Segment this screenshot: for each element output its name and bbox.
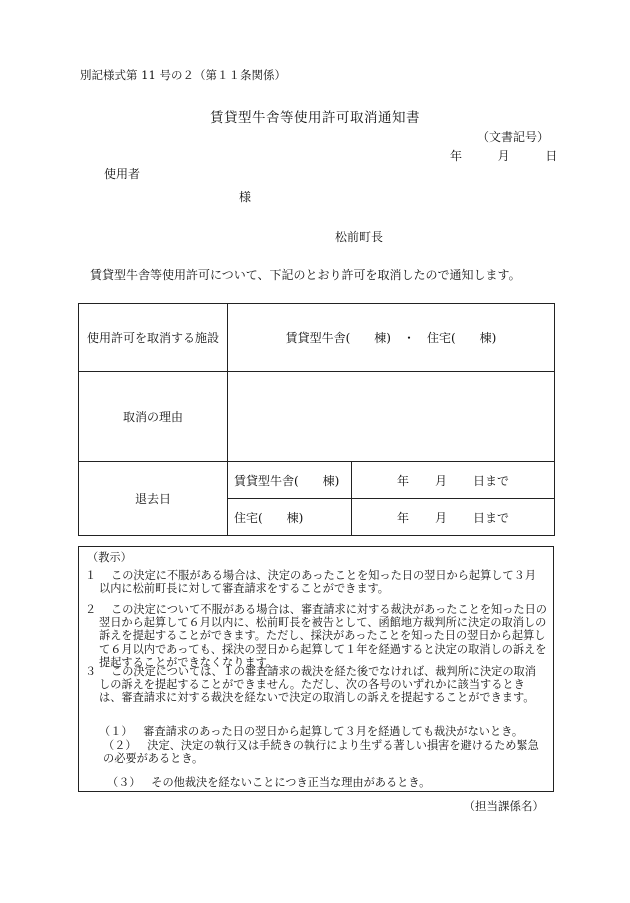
date-day: 日: [545, 149, 558, 163]
reason-value: [228, 372, 555, 462]
moveout-barn-label: 賃貸型牛舎( 棟): [228, 462, 352, 499]
instruction-heading: （教示）: [87, 551, 132, 564]
instruction-box: [78, 546, 554, 792]
honorific: 様: [239, 190, 252, 204]
info-table: [78, 303, 555, 536]
moveout-barn-date: 年 月 日まで: [352, 462, 555, 499]
issuer: 松前町長: [335, 230, 384, 244]
facility-label: 使用許可を取消する施設: [79, 304, 228, 372]
date-year: 年: [450, 149, 463, 163]
department-label: （担当課係名）: [463, 799, 544, 813]
moveout-house-date: 年 月 日まで: [352, 499, 555, 536]
instruction-item-1: １ この決定に不服がある場合は、決定のあったことを知った日の翌日から起算して３月以内に松前町長に対して審査請求をすることができます。: [85, 569, 537, 596]
table-row: [79, 304, 555, 372]
instruction-item-2: ２ この決定について不服がある場合は、審査請求に対する裁決があったことを知った日の翌日から起算して６月以内に、松前町長を被告として、函館地方裁判所に決定の取消しの訴えを提起することができます。ただし、採決があったことを知った日の翌日から起算して６月以内であっても、採決の翌日から起算して１年を経過すると決定の取消しの訴えを提起することができなくなります。: [85, 603, 547, 669]
moveout-label: 退去日: [79, 462, 228, 536]
instruction-item-3: ３ この決定については、１の審査請求の裁決を経た後でなければ、裁判所に決定の取消しの訴えを提起することができません。ただし、次の各号のいずれかに該当するときは、審査請求に対する裁決を経ないで決定の取消しの訴えを提起することができます。: [85, 665, 536, 705]
document-title: 賃貸型牛舎等使用許可取消通知書: [210, 110, 420, 126]
instruction-sub-1: （１） 審査請求のあった日の翌日から起算して３月を経過しても裁決がないとき。: [99, 725, 524, 738]
table-row: [79, 462, 555, 499]
moveout-house-label: 住宅( 棟): [228, 499, 352, 536]
document-number: （文書記号）: [477, 130, 550, 144]
instruction-sub-2: （２） 決定、決定の執行又は手続きの執行により生ずる著しい損害を避けるため緊急の必要があるとき。: [103, 739, 539, 766]
issue-date: [450, 147, 557, 164]
recipient-label: 使用者: [104, 167, 141, 181]
notice-text: 賃貸型牛舎等使用許可について、下記のとおり許可を取消したので通知します。: [90, 268, 521, 282]
date-month: 月: [497, 149, 510, 163]
instruction-sub-3: （３） その他裁決を経ないことにつき正当な理由があるとき。: [107, 776, 431, 789]
table-row: [79, 372, 555, 462]
form-id: 別記様式第 11 号の２（第１１条関係）: [80, 68, 286, 82]
reason-label: 取消の理由: [79, 372, 228, 462]
facility-value: 賃貸型牛舎( 棟) ・ 住宅( 棟): [228, 304, 555, 372]
